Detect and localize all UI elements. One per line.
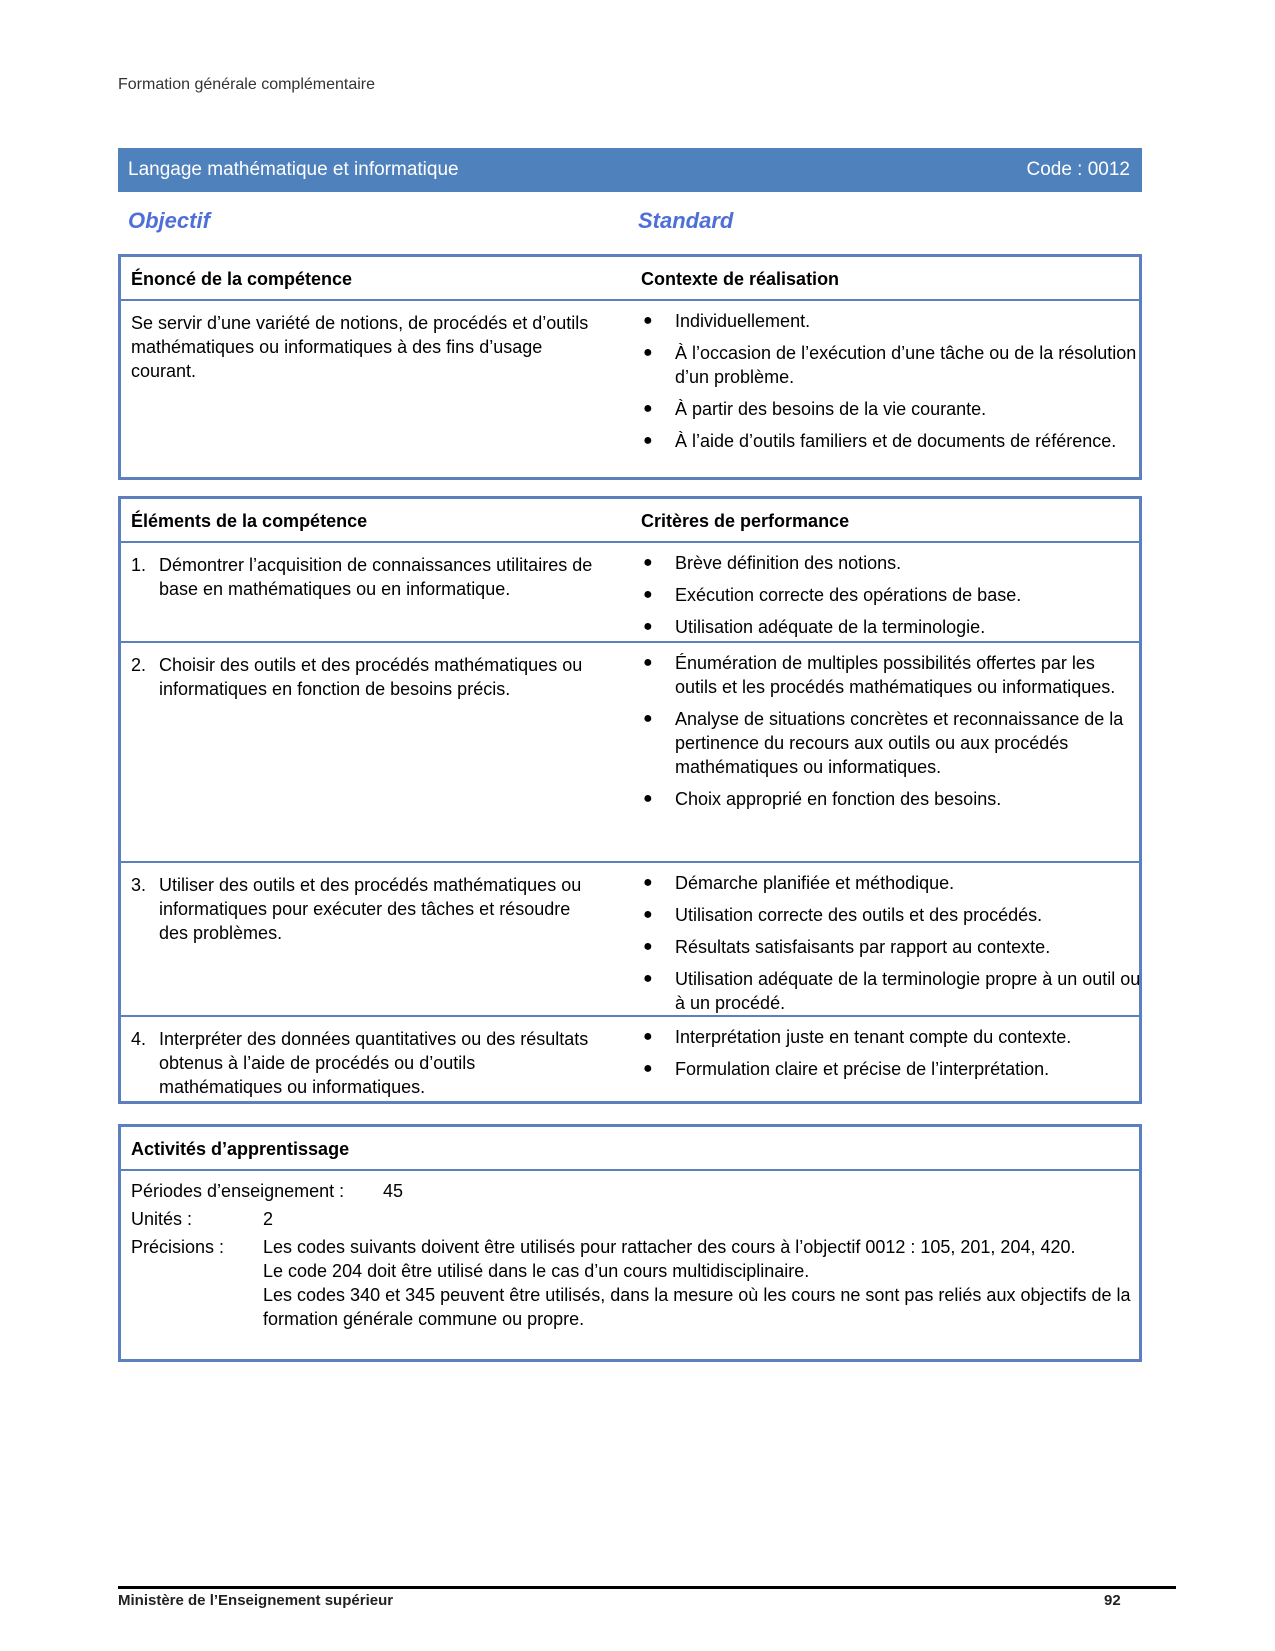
criteria-item: ● Choix approprié en fonction des besoins. (643, 789, 1002, 809)
bullet-icon: ● (643, 1060, 653, 1077)
unites-value: 2 (263, 1209, 274, 1229)
criteres-label: Critères de performance (641, 511, 850, 531)
element-text: 3. Utiliser des outils et des procédés mathématiques ou informatiques pour exécuter des tâches et résoudre des problèmes. (131, 875, 582, 943)
element-row-3 (121, 863, 1139, 1017)
periodes-label: Périodes d’enseignement : (131, 1181, 345, 1201)
footer-rule (118, 1586, 1176, 1589)
element-number: 1. (131, 555, 147, 575)
course-code: Code : 0012 (1026, 159, 1130, 180)
criteria-list (641, 871, 1141, 1023)
bullet-icon: ● (643, 554, 653, 571)
bullet-icon: ● (643, 906, 653, 923)
activites-box-head (121, 1127, 1139, 1171)
criteria-item: ● Utilisation adéquate de la terminologie propre à un outil ou à un procédé. (643, 969, 1141, 1013)
bullet-icon: ● (643, 312, 653, 329)
element-text: 1. Démontrer l’acquisition de connaissances utilitaires de base en mathématiques ou en informatique. (131, 555, 593, 599)
elements-box (118, 496, 1142, 1104)
bullet-icon: ● (643, 618, 653, 635)
contexte-item: ● À partir des besoins de la vie courante. (643, 399, 987, 419)
enonce-label: Énoncé de la compétence (131, 269, 353, 289)
criteria-item: ● Brève définition des notions. (643, 553, 902, 573)
elements-box-head (121, 499, 1139, 543)
element-row-4 (121, 1017, 1139, 1101)
element-row-2 (121, 643, 1139, 863)
element-number: 3. (131, 875, 147, 895)
precision-line: Les codes suivants doivent être utilisés pour rattacher des cours à l’objectif 0012 : 105, 201, 204, 420. (263, 1237, 1076, 1257)
section-headings (0, 208, 1275, 242)
criteria-list (641, 551, 1141, 647)
criteria-item: ● Interprétation juste en tenant compte du contexte. (643, 1027, 1072, 1047)
competence-box-head (121, 257, 1139, 301)
activites-label: Activités d’apprentissage (131, 1139, 350, 1159)
criteria-list (641, 651, 1141, 819)
contexte-item: ● À l’aide d’outils familiers et de documents de référence. (643, 431, 1117, 451)
bullet-icon: ● (643, 970, 653, 987)
footer-ministry: Ministère de l’Enseignement supérieur (118, 1592, 394, 1609)
footer-page-number: 92 (1104, 1592, 1121, 1609)
contexte-list (641, 309, 1141, 461)
standard-heading: Standard (638, 208, 734, 233)
activites-box (118, 1124, 1142, 1362)
criteria-item: ● Analyse de situations concrètes et reconnaissance de la pertinence du recours aux outils ou aux procédés mathématiques ou informatiques. (643, 709, 1124, 777)
element-text: 4. Interpréter des données quantitatives ou des résultats obtenus à l’aide de procédés ou d’outils mathématiques ou informatiques. (131, 1029, 589, 1097)
elements-label: Éléments de la compétence (131, 511, 368, 531)
bullet-icon: ● (643, 586, 653, 603)
bullet-icon: ● (643, 938, 653, 955)
precision-line: Les codes 340 et 345 peuvent être utilisés, dans la mesure où les cours ne sont pas reliés aux objectifs de la formation générale commune ou propre. (263, 1285, 1131, 1329)
criteria-item: ● Résultats satisfaisants par rapport au contexte. (643, 937, 1051, 957)
unites-label: Unités : (131, 1209, 193, 1229)
contexte-item: ● Individuellement. (643, 311, 811, 331)
bullet-icon: ● (643, 790, 653, 807)
criteria-item: ● Énumération de multiples possibilités offertes par les outils et les procédés mathématiques ou informatiques. (643, 653, 1116, 697)
competence-box (118, 254, 1142, 480)
course-title: Langage mathématique et informatique (128, 159, 459, 180)
precisions-text (263, 1235, 1133, 1331)
element-number: 2. (131, 655, 147, 675)
bullet-icon: ● (643, 874, 653, 891)
bullet-icon: ● (643, 710, 653, 727)
criteria-item: ● Exécution correcte des opérations de base. (643, 585, 1022, 605)
activites-body (121, 1171, 1139, 1359)
bullet-icon: ● (643, 344, 653, 361)
criteria-item: ● Démarche planifiée et méthodique. (643, 873, 955, 893)
precisions-label: Précisions : (131, 1237, 225, 1257)
element-row-1 (121, 543, 1139, 643)
element-text: 2. Choisir des outils et des procédés mathématiques ou informatiques en fonction de besoins précis. (131, 655, 583, 699)
course-title-bar (118, 148, 1142, 192)
periodes-value: 45 (383, 1181, 404, 1201)
bullet-icon: ● (643, 432, 653, 449)
bullet-icon: ● (643, 1028, 653, 1045)
enonce-text: Se servir d’une variété de notions, de procédés et d’outils mathématiques ou informatiques à des fins d’usage courant. (131, 313, 589, 381)
criteria-item: ● Utilisation adéquate de la terminologie. (643, 617, 986, 637)
bullet-icon: ● (643, 400, 653, 417)
competence-body (121, 301, 1139, 477)
criteria-item: ● Formulation claire et précise de l’interprétation. (643, 1059, 1050, 1079)
objectif-heading: Objectif (128, 208, 210, 233)
element-number: 4. (131, 1029, 147, 1049)
criteria-item: ● Utilisation correcte des outils et des procédés. (643, 905, 1043, 925)
bullet-icon: ● (643, 654, 653, 671)
contexte-item: ● À l’occasion de l’exécution d’une tâche ou de la résolution d’un problème. (643, 343, 1137, 387)
contexte-label: Contexte de réalisation (641, 269, 840, 289)
criteria-list (641, 1025, 1141, 1089)
running-title: Formation générale complémentaire (118, 76, 376, 93)
precision-line: Le code 204 doit être utilisé dans le cas d’un cours multidisciplinaire. (263, 1261, 810, 1281)
